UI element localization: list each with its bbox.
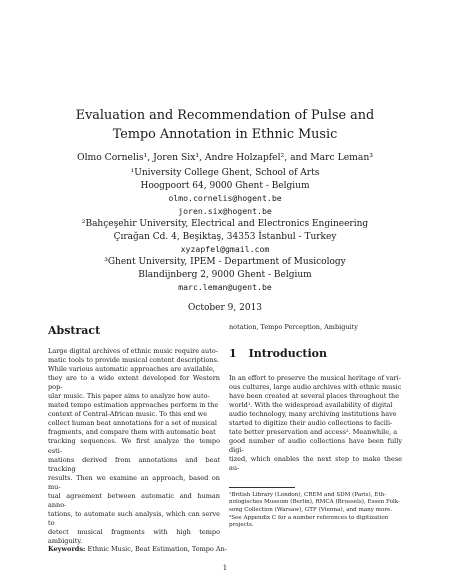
affiliation-2 — [0, 218, 450, 256]
footnote-1 — [229, 492, 402, 514]
intro-line: started to digitize their audio collections to facili- — [229, 419, 393, 428]
affiliation-line: ¹University College Ghent, School of Arts — [130, 168, 320, 178]
abstract-line: Large digital archives of ethnic music require auto- — [48, 347, 218, 355]
abstract-line: matic tools to provide musical content descriptions. — [48, 356, 219, 365]
footnote-2 — [229, 515, 402, 530]
paper-title: Evaluation and Recommendation of Pulse and Tempo Annotation in Ethnic Music — [75, 108, 375, 142]
email: xyzapfel@gmail.com — [180, 244, 270, 254]
section-number: 1 — [229, 347, 237, 360]
intro-line: tate better preservation and access². Meanwhile, a — [229, 428, 398, 437]
intro-line: In an effort to preserve the musical heritage of vari- — [229, 374, 401, 382]
paper-date: October 9, 2013 — [187, 303, 263, 313]
abstract-line: collect human beat annotations for a set of musical — [48, 419, 217, 428]
abstract-line: mations derived from annotations and beat tracking — [48, 455, 220, 473]
affiliation-line: ²Bahçeşehir University, Electrical and Electronics Engineering — [81, 219, 369, 229]
footnote-line: nologisches Museum (Berlin), RMCA (Brussels), Essen Folk- — [229, 499, 400, 506]
intro-line: have been created at several places throughout the — [229, 392, 400, 401]
footnote-line: ¹British Library (London), CREM and SDM (Paris), Eth- — [229, 492, 387, 498]
intro-line: world¹. With the widespread availability of digital — [229, 401, 393, 410]
footnote-line: ²See Appendix C for a number references to digitization — [229, 515, 389, 521]
abstract-line: tracking sequences. We first analyze the tempo esti- — [48, 437, 220, 455]
page-number: 1 — [222, 564, 228, 572]
abstract-line: detect musical fragments with high tempo ambiguity. — [48, 527, 220, 545]
introduction-body — [229, 374, 402, 474]
abstract-line: results. Then we examine an approach, based on mu- — [48, 473, 220, 491]
section-title: Introduction — [248, 347, 327, 360]
intro-line: ous cultures, large audio archives with ethnic music — [229, 383, 402, 392]
keywords-text: Ethnic Music, Beat Estimation, Tempo An- — [87, 545, 227, 553]
abstract-line: mated tempo estimation approaches perform in the — [48, 401, 219, 410]
affiliation-line: Çırağan Cd. 4, Beşiktaş, 34353 İstanbul - Turkey — [113, 231, 337, 242]
abstract-line: tations, to automate such analysis, which can serve to — [48, 509, 220, 527]
email: olmo.cornelis@hogent.be — [168, 193, 282, 203]
intro-line: audio technology, many archiving institutions have — [229, 410, 397, 419]
author-list: Olmo Cornelis¹, Joren Six¹, Andre Holzapfel², and Marc Leman³ — [77, 152, 373, 163]
email: joren.six@hogent.be — [178, 205, 272, 216]
keywords-continued: notation, Tempo Perception, Ambiguity — [229, 323, 358, 331]
abstract-line: tual agreement between automatic and human anno- — [48, 491, 220, 509]
affiliation-1 — [0, 167, 450, 217]
footnote-divider — [229, 487, 295, 488]
footnote-line: projects. — [229, 522, 254, 529]
footnote-line: song Collection (Warsaw), GTF (Vienna), and many more. — [229, 506, 393, 513]
abstract-body — [48, 347, 220, 546]
abstract-line: they are to a wide extent developed for Western pop- — [48, 374, 220, 392]
email: marc.leman@ugent.be — [178, 282, 272, 292]
abstract-heading: Abstract — [48, 324, 101, 337]
abstract-line: ular music. This paper aims to analyze how auto- — [48, 392, 210, 401]
keywords-label: Keywords: — [48, 545, 86, 553]
affiliation-line: ³Ghent University, IPEM - Department of Musicology — [104, 257, 346, 267]
abstract-line: context of Central-African music. To this end we — [48, 410, 208, 419]
abstract-line: While various automatic approaches are available, — [48, 365, 215, 374]
keywords — [48, 545, 227, 554]
abstract-line: fragments, and compare them with automatic beat — [48, 428, 216, 437]
affiliation-line: Hoogpoort 64, 9000 Ghent - Belgium — [140, 180, 310, 191]
intro-line: tized, which enables the next step to make these au- — [229, 455, 402, 473]
intro-line: good number of audio collections have been fully digi- — [229, 437, 402, 455]
introduction-heading — [229, 347, 327, 360]
affiliation-line: Blandijnberg 2, 9000 Ghent - Belgium — [138, 269, 312, 280]
affiliation-3 — [0, 256, 450, 294]
